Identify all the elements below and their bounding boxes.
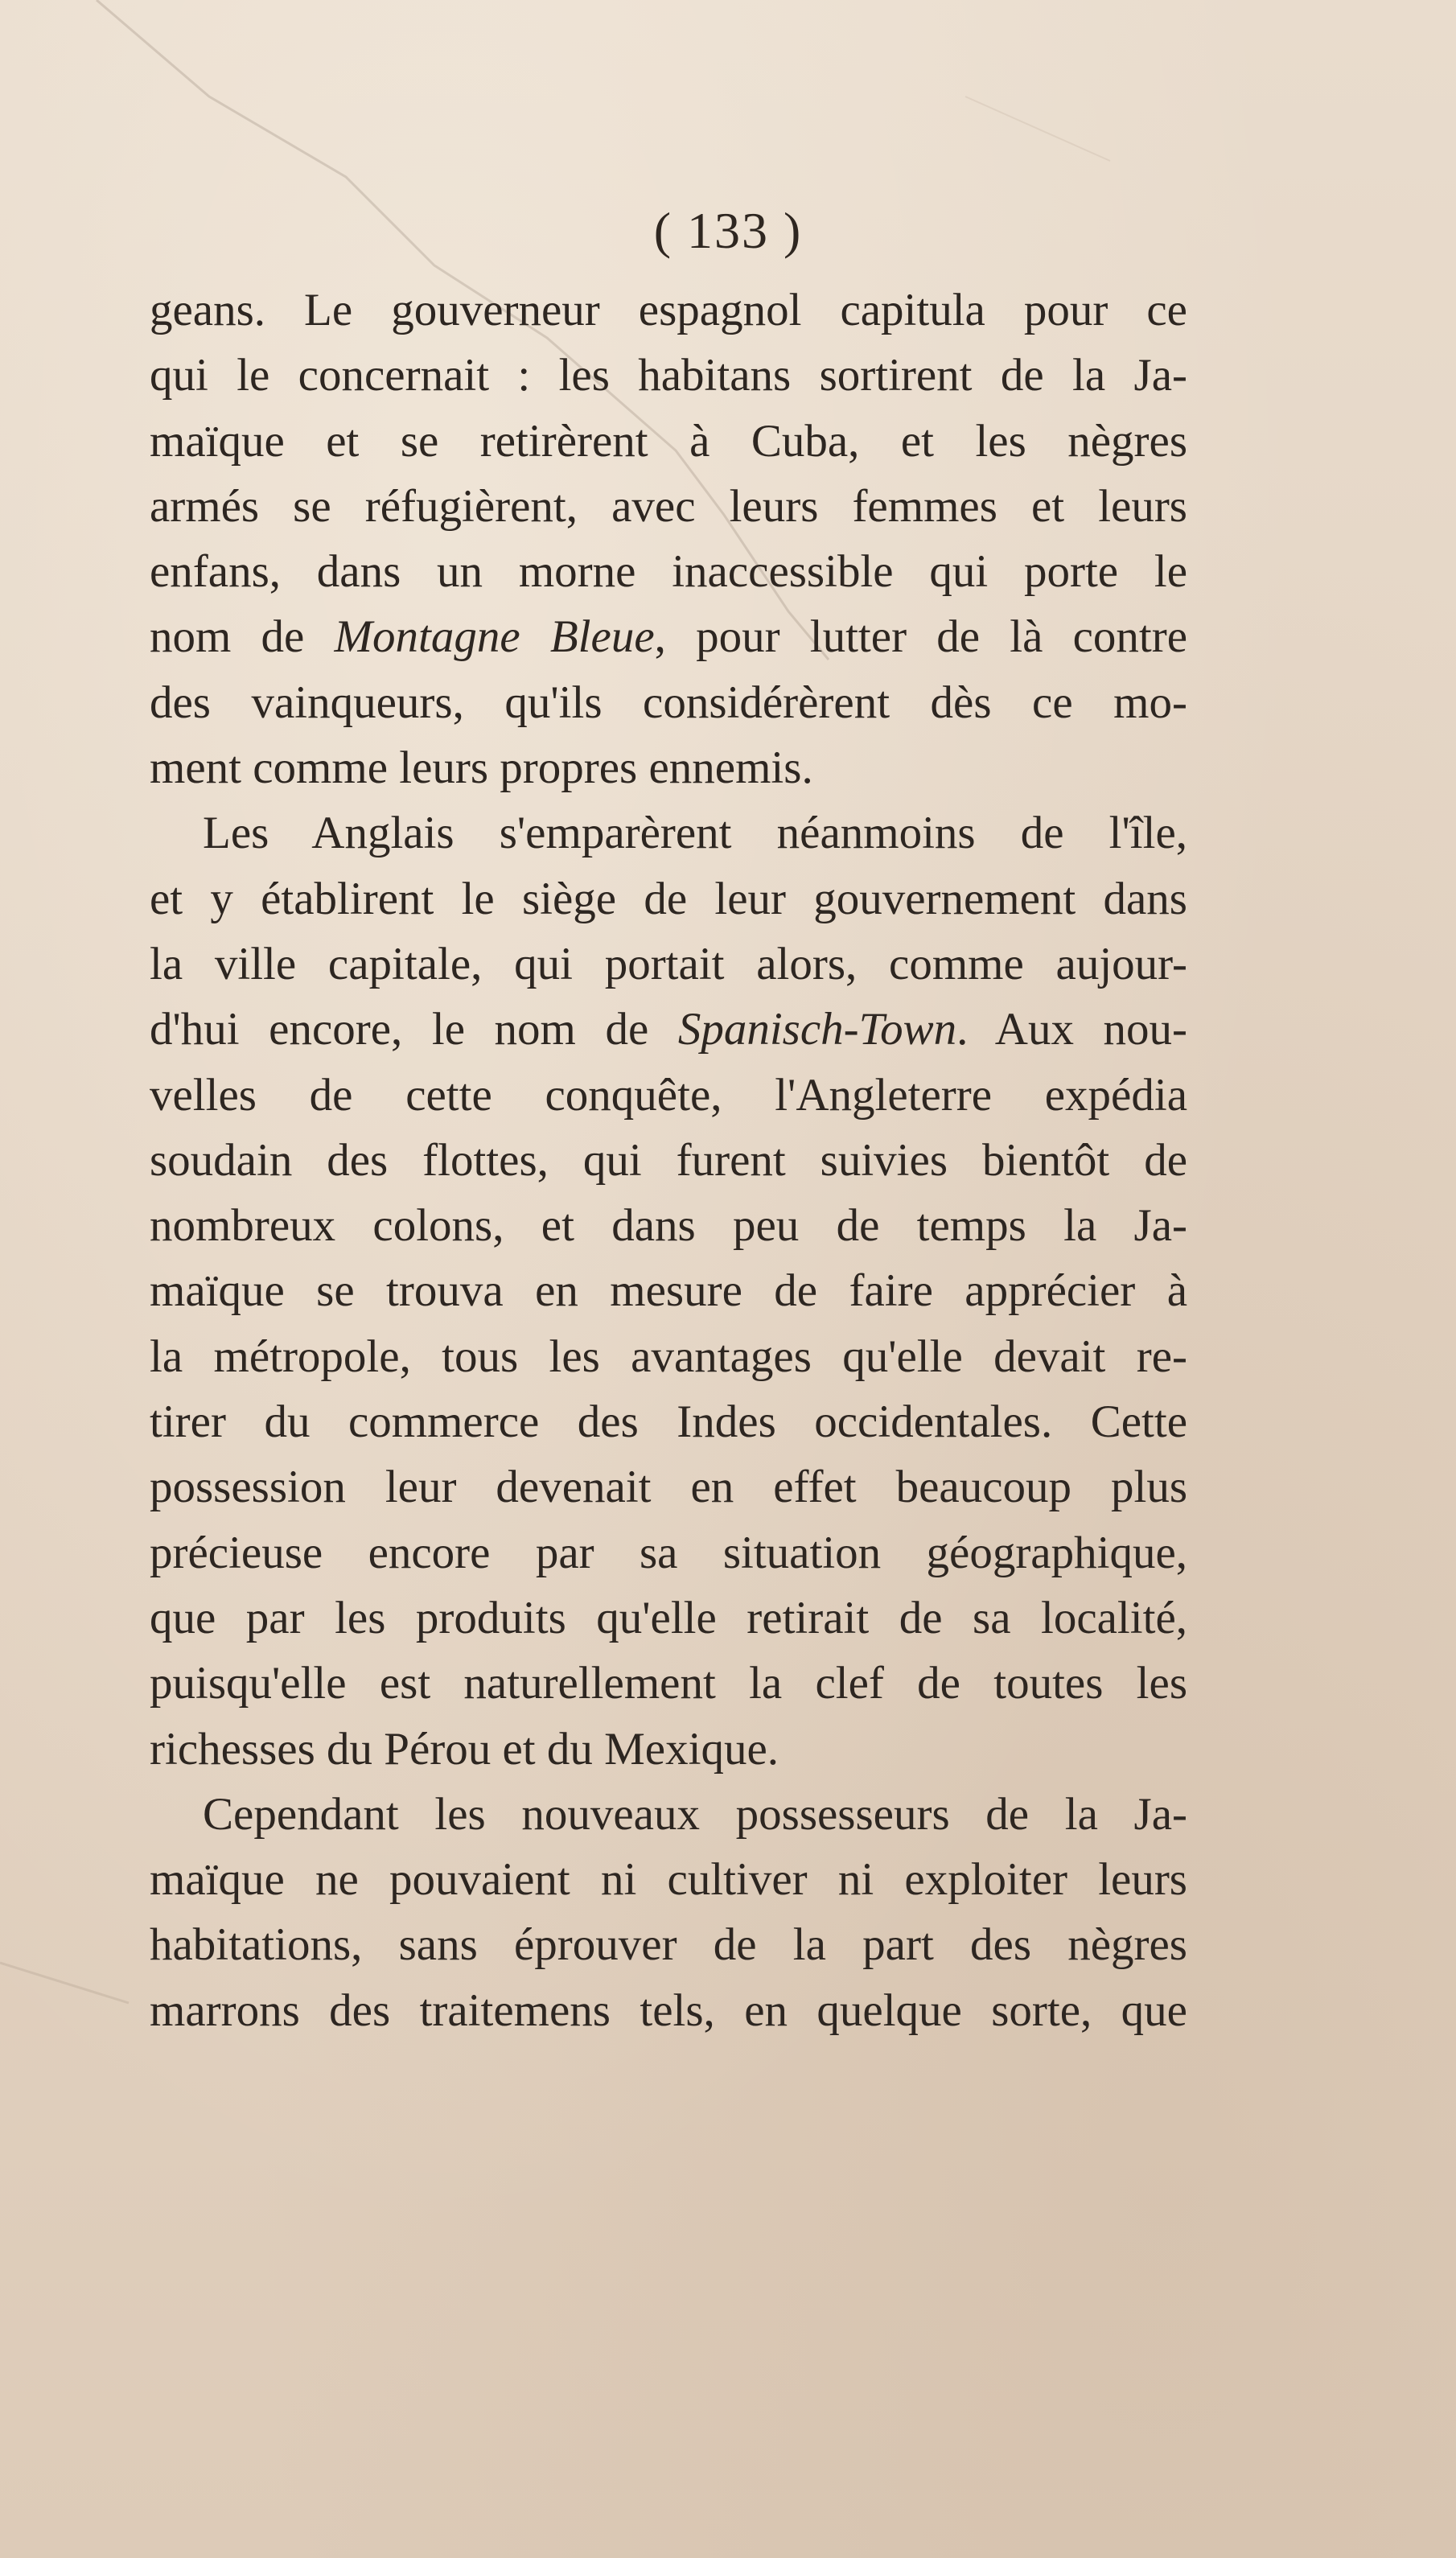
text-line: puisqu'elle est naturellement la clef de toutes les [150, 1658, 1187, 1709]
text-line: richesses du Pérou et du Mexique. [150, 1723, 779, 1775]
text-segment: nom de [150, 611, 335, 663]
text-line [150, 604, 1187, 669]
page-number: ( 133 ) [653, 202, 803, 259]
paragraph-2 [150, 800, 1187, 1781]
text-line: enfans, dans un morne inaccessible qui porte le [150, 546, 1187, 598]
top-right-mark [965, 97, 1110, 161]
text-line: des vainqueurs, qu'ils considérèrent dès ce mo- [150, 677, 1187, 728]
text-line: la ville capitale, qui portait alors, comme aujour- [150, 938, 1187, 989]
paragraph-3 [150, 1782, 1187, 2043]
text-line: qui le concernait : les habitans sortirent de la Ja- [150, 350, 1187, 401]
text-line: Les Anglais s'emparèrent néanmoins de l'île, [203, 808, 1187, 859]
italic-place-name: Montagne Bleue [334, 611, 655, 663]
text-line: précieuse encore par sa situation géographique, [150, 1527, 1187, 1578]
text-line: maïque ne pouvaient ni cultiver ni exploiter leurs [150, 1854, 1187, 1906]
text-line: que par les produits qu'elle retirait de sa localité, [150, 1592, 1187, 1643]
paragraph-1 [150, 278, 1187, 800]
text-line: maïque se trouva en mesure de faire apprécier à [150, 1265, 1187, 1317]
text-line: habitations, sans éprouver de la part des nègres [150, 1919, 1187, 1971]
text-line: armés se réfugièrent, avec leurs femmes et leurs [150, 480, 1187, 532]
left-edge-mark [0, 1963, 129, 2003]
text-line: geans. Le gouverneur espagnol capitula pour ce [150, 285, 1187, 335]
text-segment: , pour lutter de là contre [654, 611, 1187, 663]
body-text [150, 278, 1187, 2043]
text-line: soudain des flottes, qui furent suivies bientôt de [150, 1134, 1187, 1186]
text-line: maïque et se retirèrent à Cuba, et les nègres [150, 415, 1187, 467]
text-line: nombreux colons, et dans peu de temps la Ja- [150, 1200, 1187, 1252]
text-line: possession leur devenait en effet beaucoup plus [150, 1462, 1187, 1513]
text-line: tirer du commerce des Indes occidentales. Cette [150, 1396, 1187, 1448]
text-line [150, 997, 1187, 1062]
text-line: velles de cette conquête, l'Angleterre expédia [150, 1069, 1187, 1121]
text-line: ment comme leurs propres ennemis. [150, 742, 813, 794]
text-line: et y établirent le siège de leur gouvernement dans [150, 873, 1187, 924]
text-line: marrons des traitemens tels, en quelque sorte, que [150, 1984, 1187, 2036]
italic-place-name: Spanisch-Town [677, 1004, 957, 1055]
text-segment: d'hui encore, le nom de [150, 1004, 678, 1055]
text-line: la métropole, tous les avantages qu'elle devait re- [150, 1330, 1187, 1382]
text-segment: . Aux nou- [956, 1004, 1187, 1055]
text-line: Cependant les nouveaux possesseurs de la Ja- [203, 1788, 1187, 1840]
